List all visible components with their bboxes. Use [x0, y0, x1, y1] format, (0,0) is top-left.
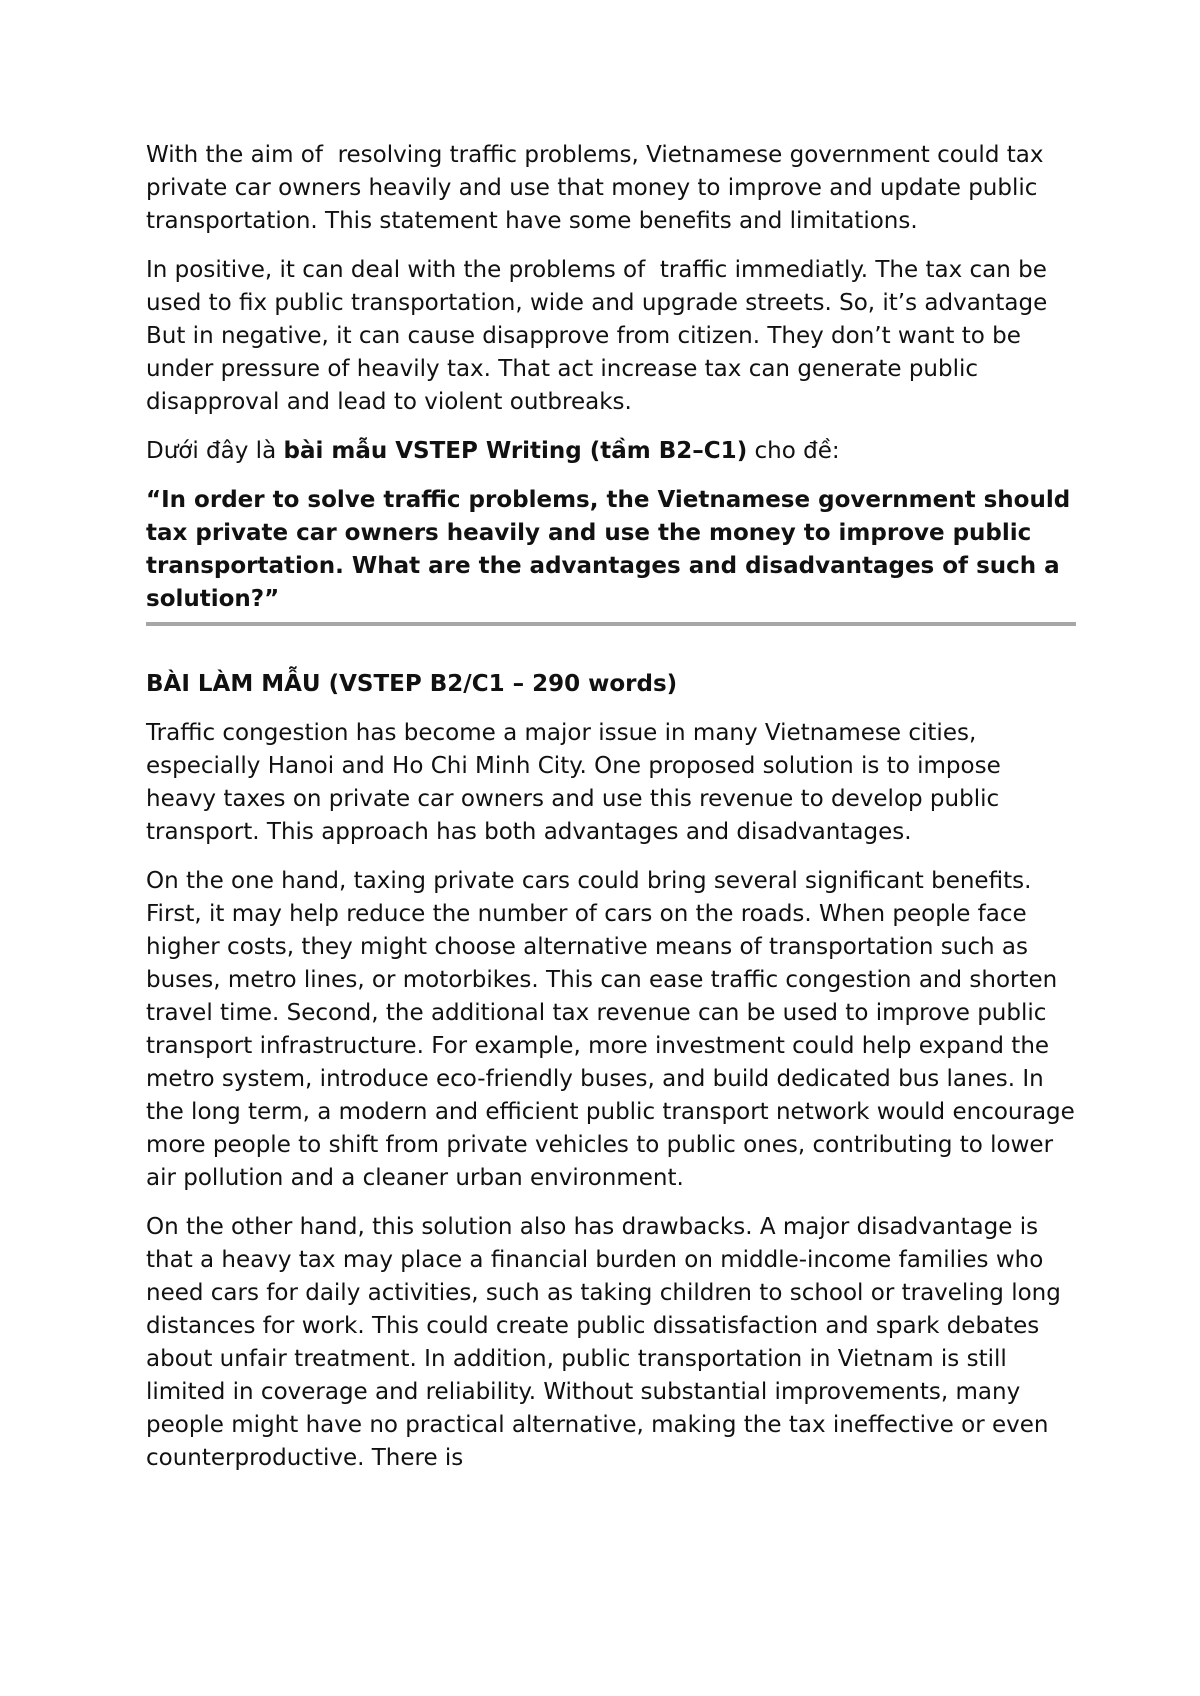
intro-paragraph-2: In positive, it can deal with the problems of traffic immediatly. The tax can be used to fix public transportation, wide and upgrade streets. So, it’s advantage But in negative, it can cause disapprove from citizen. They don’t want to be under pressure of heavily tax. That act increase tax can generate public disapproval and lead to violent outbreaks.	[146, 257, 1055, 415]
essay-heading: BÀI LÀM MẪU (VSTEP B2/C1 – 290 words)	[146, 671, 678, 697]
lead-in-bold: bài mẫu VSTEP Writing (tầm B2–C1)	[283, 438, 748, 464]
essay-paragraph-3: On the other hand, this solution also has drawbacks. A major disadvantage is that a heavy tax may place a financial burden on middle-income families who need cars for daily activities, such as taking children to school or traveling long distances for work. This could create public dissatisfaction and spark debates about unfair treatment. In addition, public transportation in Vietnam is still limited in coverage and reliability. Without substantial improvements, many people might have no practical alternative, making the tax ineffective or even counterproductive. There is	[146, 1214, 1069, 1471]
document-body	[146, 139, 1083, 1491]
essay-paragraph-2: On the one hand, taxing private cars could bring several significant benefits. First, it may help reduce the number of cars on the roads. When people face higher costs, they might choose alternative means of transportation such as buses, metro lines, or motorbikes. This can ease traffic congestion and shorten travel time. Second, the additional tax revenue can be used to improve public transport infrastructure. For example, more investment could help expand the metro system, introduce eco-friendly buses, and build dedicated bus lanes. In the long term, a modern and efficient public transport network would encourage more people to shift from private vehicles to public ones, contributing to lower air pollution and a cleaner urban environment.	[146, 868, 1083, 1191]
lead-in-suffix: cho đề:	[747, 438, 840, 464]
essay-prompt: “In order to solve traffic problems, the Vietnamese government should tax private car owners heavily and use the money to improve public transportation. What are the advantages and disadvantages of such a solution?”	[146, 487, 1071, 612]
lead-in-prefix: Dưới đây là	[146, 438, 284, 464]
horizontal-rule	[146, 622, 1076, 626]
lead-in-paragraph	[146, 435, 1076, 468]
intro-paragraph-1: With the aim of resolving traffic problems, Vietnamese government could tax private car owners heavily and use that money to improve and update public transportation. This statement have some benefits and limitations.	[146, 142, 1051, 234]
essay-paragraph-1: Traffic congestion has become a major issue in many Vietnamese cities, especially Hanoi and Ho Chi Minh City. One proposed solution is to impose heavy taxes on private car owners and use this revenue to develop public transport. This approach has both advantages and disadvantages.	[146, 720, 1009, 845]
